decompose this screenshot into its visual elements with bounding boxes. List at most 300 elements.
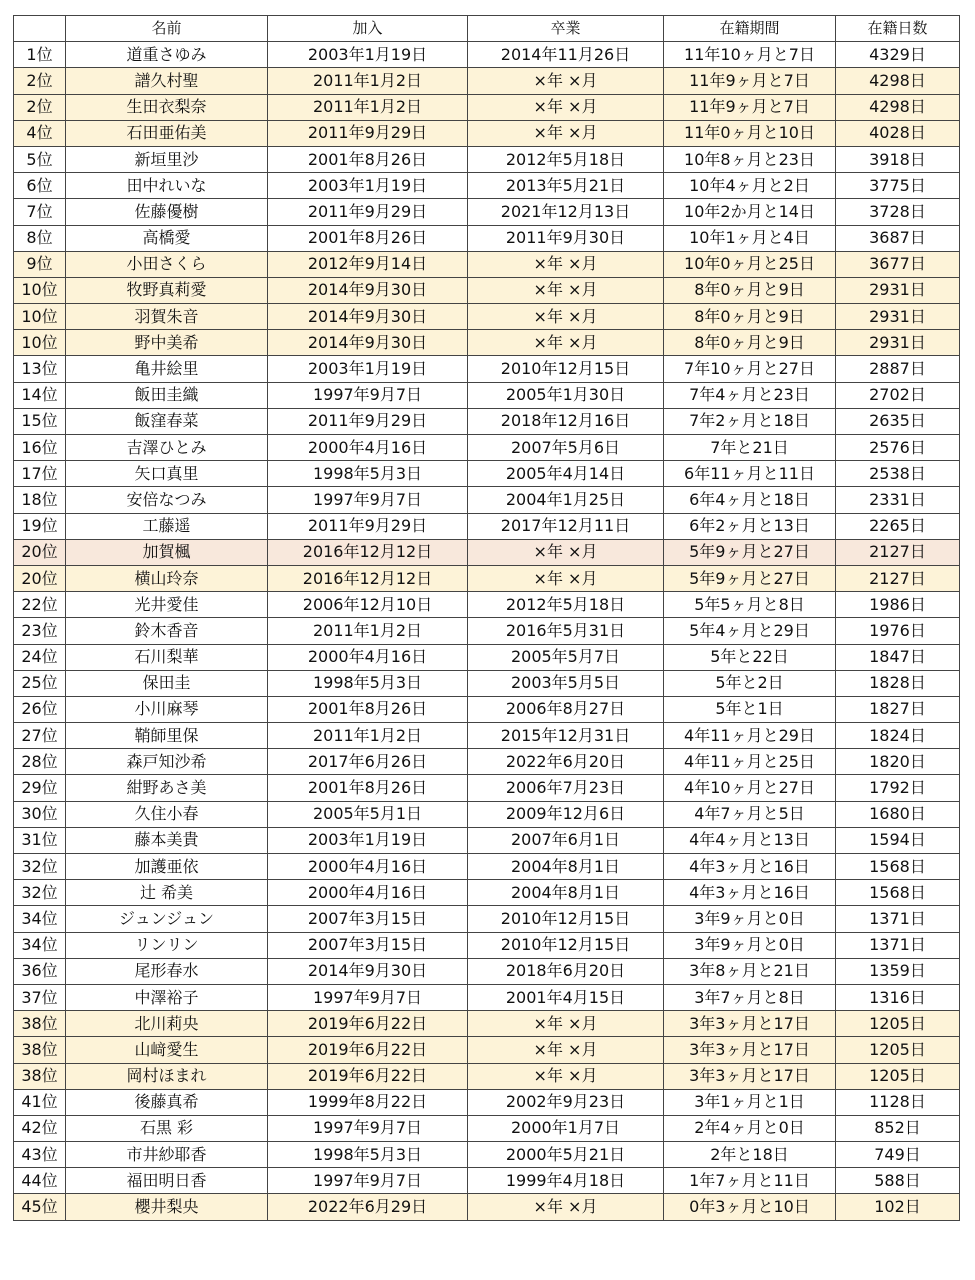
graduated-cell: 2010年12月15日 [468,906,664,932]
period-cell: 7年2ヶ月と18日 [664,408,836,434]
period-cell: 8年0ヶ月と9日 [664,330,836,356]
rank-cell: 32位 [14,880,66,906]
days-cell: 749日 [836,1142,960,1168]
joined-cell: 2001年8月26日 [268,225,468,251]
joined-cell: 2011年1月2日 [268,68,468,94]
joined-cell: 2003年1月19日 [268,173,468,199]
table-row [14,1063,960,1089]
table-row [14,435,960,461]
name-cell: 櫻井梨央 [66,1194,268,1220]
joined-cell: 1997年9月7日 [268,487,468,513]
graduated-cell: 2004年8月1日 [468,854,664,880]
joined-cell: 2003年1月19日 [268,827,468,853]
table-row [14,854,960,880]
graduated-cell: 2003年5月5日 [468,670,664,696]
table-row [14,1037,960,1063]
joined-cell: 2005年5月1日 [268,801,468,827]
joined-cell: 2001年8月26日 [268,775,468,801]
table-row [14,487,960,513]
name-cell: 山﨑愛生 [66,1037,268,1063]
joined-cell: 2016年12月12日 [268,565,468,591]
header-joined: 加入 [268,16,468,42]
graduated-cell: 2004年1月25日 [468,487,664,513]
period-cell: 3年1ヶ月と1日 [664,1089,836,1115]
graduated-cell: 2018年12月16日 [468,408,664,434]
joined-cell: 2022年6月29日 [268,1194,468,1220]
days-cell: 3775日 [836,173,960,199]
graduated-cell: 2005年1月30日 [468,382,664,408]
joined-cell: 2014年9月30日 [268,304,468,330]
joined-cell: 2006年12月10日 [268,592,468,618]
name-cell: 田中れいな [66,173,268,199]
table-row [14,775,960,801]
table-row [14,932,960,958]
period-cell: 5年と1日 [664,696,836,722]
joined-cell: 2011年9月29日 [268,199,468,225]
days-cell: 4298日 [836,68,960,94]
rank-cell: 10位 [14,330,66,356]
name-cell: 飯田圭織 [66,382,268,408]
name-cell: 高橋愛 [66,225,268,251]
graduated-cell: ×年 ×月 [468,1037,664,1063]
rank-cell: 10位 [14,304,66,330]
days-cell: 1128日 [836,1089,960,1115]
header-name: 名前 [66,16,268,42]
period-cell: 5年と2日 [664,670,836,696]
joined-cell: 2000年4月16日 [268,435,468,461]
joined-cell: 2012年9月14日 [268,251,468,277]
graduated-cell: ×年 ×月 [468,1063,664,1089]
rank-cell: 37位 [14,984,66,1010]
period-cell: 4年3ヶ月と16日 [664,880,836,906]
name-cell: 岡村ほまれ [66,1063,268,1089]
table-row [14,120,960,146]
joined-cell: 1997年9月7日 [268,984,468,1010]
period-cell: 5年9ヶ月と27日 [664,539,836,565]
rank-cell: 20位 [14,565,66,591]
table-row [14,1168,960,1194]
days-cell: 852日 [836,1115,960,1141]
table-row [14,696,960,722]
period-cell: 10年1ヶ月と4日 [664,225,836,251]
name-cell: 小川麻琴 [66,696,268,722]
name-cell: 鈴木香音 [66,618,268,644]
period-cell: 3年3ヶ月と17日 [664,1063,836,1089]
graduated-cell: ×年 ×月 [468,565,664,591]
period-cell: 4年11ヶ月と29日 [664,723,836,749]
header-row [14,16,960,42]
joined-cell: 2003年1月19日 [268,356,468,382]
days-cell: 1986日 [836,592,960,618]
name-cell: 生田衣梨奈 [66,94,268,120]
table-row [14,382,960,408]
period-cell: 8年0ヶ月と9日 [664,277,836,303]
name-cell: 光井愛佳 [66,592,268,618]
period-cell: 3年3ヶ月と17日 [664,1011,836,1037]
graduated-cell: ×年 ×月 [468,94,664,120]
joined-cell: 1997年9月7日 [268,1115,468,1141]
days-cell: 1371日 [836,906,960,932]
rank-cell: 15位 [14,408,66,434]
rank-cell: 13位 [14,356,66,382]
name-cell: 小田さくら [66,251,268,277]
joined-cell: 2001年8月26日 [268,146,468,172]
name-cell: 横山玲奈 [66,565,268,591]
period-cell: 10年8ヶ月と23日 [664,146,836,172]
days-cell: 2127日 [836,565,960,591]
days-cell: 1594日 [836,827,960,853]
joined-cell: 2019年6月22日 [268,1063,468,1089]
table-row [14,644,960,670]
period-cell: 5年4ヶ月と29日 [664,618,836,644]
table-row [14,670,960,696]
table-header [14,16,960,42]
table-row [14,146,960,172]
days-cell: 1205日 [836,1037,960,1063]
days-cell: 1680日 [836,801,960,827]
rank-cell: 18位 [14,487,66,513]
joined-cell: 1999年8月22日 [268,1089,468,1115]
days-cell: 1792日 [836,775,960,801]
name-cell: 牧野真莉愛 [66,277,268,303]
rank-cell: 8位 [14,225,66,251]
table-row [14,539,960,565]
days-cell: 1976日 [836,618,960,644]
rank-cell: 26位 [14,696,66,722]
joined-cell: 2011年9月29日 [268,513,468,539]
period-cell: 5年9ヶ月と27日 [664,565,836,591]
table-row [14,958,960,984]
days-cell: 2576日 [836,435,960,461]
graduated-cell: ×年 ×月 [468,330,664,356]
tenure-ranking-table [13,15,960,1221]
days-cell: 3677日 [836,251,960,277]
graduated-cell: 1999年4月18日 [468,1168,664,1194]
rank-cell: 29位 [14,775,66,801]
period-cell: 10年4ヶ月と2日 [664,173,836,199]
table-row [14,94,960,120]
rank-cell: 27位 [14,723,66,749]
graduated-cell: 2004年8月1日 [468,880,664,906]
period-cell: 4年3ヶ月と16日 [664,854,836,880]
graduated-cell: 2016年5月31日 [468,618,664,644]
rank-cell: 34位 [14,906,66,932]
period-cell: 5年と22日 [664,644,836,670]
name-cell: 紺野あさ美 [66,775,268,801]
rank-cell: 25位 [14,670,66,696]
rank-cell: 41位 [14,1089,66,1115]
graduated-cell: 2021年12月13日 [468,199,664,225]
period-cell: 11年10ヶ月と7日 [664,42,836,68]
name-cell: 野中美希 [66,330,268,356]
table-row [14,356,960,382]
days-cell: 1568日 [836,880,960,906]
name-cell: 加賀楓 [66,539,268,565]
period-cell: 3年3ヶ月と17日 [664,1037,836,1063]
days-cell: 2265日 [836,513,960,539]
table-row [14,330,960,356]
name-cell: 佐藤優樹 [66,199,268,225]
period-cell: 8年0ヶ月と9日 [664,304,836,330]
name-cell: 飯窪春菜 [66,408,268,434]
period-cell: 4年4ヶ月と13日 [664,827,836,853]
rank-cell: 31位 [14,827,66,853]
name-cell: 加護亜依 [66,854,268,880]
joined-cell: 2007年3月15日 [268,906,468,932]
rank-cell: 23位 [14,618,66,644]
days-cell: 1828日 [836,670,960,696]
table-row [14,1142,960,1168]
name-cell: 新垣里沙 [66,146,268,172]
rank-cell: 2位 [14,94,66,120]
days-cell: 2887日 [836,356,960,382]
joined-cell: 2017年6月26日 [268,749,468,775]
graduated-cell: 2010年12月15日 [468,356,664,382]
rank-cell: 4位 [14,120,66,146]
days-cell: 2331日 [836,487,960,513]
name-cell: 安倍なつみ [66,487,268,513]
graduated-cell: 2001年4月15日 [468,984,664,1010]
table-row [14,277,960,303]
joined-cell: 2000年4月16日 [268,854,468,880]
name-cell: 藤本美貴 [66,827,268,853]
days-cell: 2931日 [836,277,960,303]
rank-cell: 42位 [14,1115,66,1141]
name-cell: 矢口真里 [66,461,268,487]
joined-cell: 1997年9月7日 [268,382,468,408]
table-row [14,618,960,644]
rank-cell: 7位 [14,199,66,225]
joined-cell: 2019年6月22日 [268,1011,468,1037]
days-cell: 1820日 [836,749,960,775]
rank-cell: 6位 [14,173,66,199]
table-row [14,304,960,330]
rank-cell: 5位 [14,146,66,172]
header-rank [14,16,66,42]
table-row [14,906,960,932]
rank-cell: 14位 [14,382,66,408]
table-row [14,42,960,68]
rank-cell: 38位 [14,1063,66,1089]
table-row [14,173,960,199]
days-cell: 1371日 [836,932,960,958]
period-cell: 11年9ヶ月と7日 [664,68,836,94]
name-cell: 石川梨華 [66,644,268,670]
days-cell: 1205日 [836,1011,960,1037]
graduated-cell: 2017年12月11日 [468,513,664,539]
joined-cell: 2003年1月19日 [268,42,468,68]
rank-cell: 38位 [14,1037,66,1063]
joined-cell: 2011年1月2日 [268,723,468,749]
table-row [14,251,960,277]
days-cell: 4329日 [836,42,960,68]
days-cell: 102日 [836,1194,960,1220]
table-row [14,723,960,749]
days-cell: 3687日 [836,225,960,251]
joined-cell: 2019年6月22日 [268,1037,468,1063]
joined-cell: 2011年1月2日 [268,618,468,644]
table-row [14,801,960,827]
graduated-cell: 2010年12月15日 [468,932,664,958]
table-row [14,199,960,225]
table-row [14,984,960,1010]
graduated-cell: ×年 ×月 [468,539,664,565]
period-cell: 3年9ヶ月と0日 [664,906,836,932]
graduated-cell: 2006年7月23日 [468,775,664,801]
graduated-cell: 2007年5月6日 [468,435,664,461]
rank-cell: 22位 [14,592,66,618]
rank-cell: 24位 [14,644,66,670]
graduated-cell: 2012年5月18日 [468,146,664,172]
period-cell: 10年0ヶ月と25日 [664,251,836,277]
name-cell: 吉澤ひとみ [66,435,268,461]
name-cell: 久住小春 [66,801,268,827]
joined-cell: 2000年4月16日 [268,880,468,906]
table-row [14,1115,960,1141]
days-cell: 2931日 [836,304,960,330]
name-cell: 中澤裕子 [66,984,268,1010]
days-cell: 1205日 [836,1063,960,1089]
graduated-cell: 2000年5月21日 [468,1142,664,1168]
name-cell: 鞘師里保 [66,723,268,749]
rank-cell: 38位 [14,1011,66,1037]
name-cell: リンリン [66,932,268,958]
rank-cell: 10位 [14,277,66,303]
rank-cell: 1位 [14,42,66,68]
days-cell: 2702日 [836,382,960,408]
period-cell: 6年4ヶ月と18日 [664,487,836,513]
graduated-cell: 2006年8月27日 [468,696,664,722]
rank-cell: 9位 [14,251,66,277]
period-cell: 10年2か月と14日 [664,199,836,225]
table-row [14,408,960,434]
graduated-cell: ×年 ×月 [468,251,664,277]
rank-cell: 16位 [14,435,66,461]
name-cell: 道重さゆみ [66,42,268,68]
graduated-cell: 2007年6月1日 [468,827,664,853]
joined-cell: 1997年9月7日 [268,1168,468,1194]
rank-cell: 45位 [14,1194,66,1220]
table-row [14,1194,960,1220]
name-cell: 後藤真希 [66,1089,268,1115]
name-cell: 市井紗耶香 [66,1142,268,1168]
table-row [14,513,960,539]
joined-cell: 2000年4月16日 [268,644,468,670]
name-cell: 工藤遥 [66,513,268,539]
graduated-cell: ×年 ×月 [468,1011,664,1037]
header-period: 在籍期間 [664,16,836,42]
rank-cell: 36位 [14,958,66,984]
joined-cell: 2011年1月2日 [268,94,468,120]
days-cell: 588日 [836,1168,960,1194]
period-cell: 6年2ヶ月と13日 [664,513,836,539]
rank-cell: 20位 [14,539,66,565]
name-cell: ジュンジュン [66,906,268,932]
period-cell: 7年10ヶ月と27日 [664,356,836,382]
joined-cell: 1998年5月3日 [268,670,468,696]
period-cell: 5年5ヶ月と8日 [664,592,836,618]
joined-cell: 2011年9月29日 [268,120,468,146]
graduated-cell: 2000年1月7日 [468,1115,664,1141]
joined-cell: 2001年8月26日 [268,696,468,722]
days-cell: 1568日 [836,854,960,880]
joined-cell: 2014年9月30日 [268,958,468,984]
days-cell: 2538日 [836,461,960,487]
graduated-cell: 2015年12月31日 [468,723,664,749]
rank-cell: 28位 [14,749,66,775]
name-cell: 羽賀朱音 [66,304,268,330]
period-cell: 4年7ヶ月と5日 [664,801,836,827]
header-days: 在籍日数 [836,16,960,42]
joined-cell: 2016年12月12日 [268,539,468,565]
name-cell: 石田亜佑美 [66,120,268,146]
graduated-cell: ×年 ×月 [468,1194,664,1220]
period-cell: 11年0ヶ月と10日 [664,120,836,146]
joined-cell: 2011年9月29日 [268,408,468,434]
graduated-cell: ×年 ×月 [468,68,664,94]
joined-cell: 1998年5月3日 [268,1142,468,1168]
graduated-cell: ×年 ×月 [468,304,664,330]
period-cell: 3年9ヶ月と0日 [664,932,836,958]
period-cell: 3年7ヶ月と8日 [664,984,836,1010]
days-cell: 4028日 [836,120,960,146]
table-row [14,461,960,487]
period-cell: 2年4ヶ月と0日 [664,1115,836,1141]
rank-cell: 44位 [14,1168,66,1194]
days-cell: 2635日 [836,408,960,434]
table-body [14,42,960,1220]
table-row [14,880,960,906]
days-cell: 1316日 [836,984,960,1010]
header-graduated: 卒業 [468,16,664,42]
period-cell: 0年3ヶ月と10日 [664,1194,836,1220]
days-cell: 2931日 [836,330,960,356]
rank-cell: 43位 [14,1142,66,1168]
graduated-cell: 2011年9月30日 [468,225,664,251]
name-cell: 森戸知沙希 [66,749,268,775]
graduated-cell: 2013年5月21日 [468,173,664,199]
name-cell: 譜久村聖 [66,68,268,94]
days-cell: 1827日 [836,696,960,722]
period-cell: 7年と21日 [664,435,836,461]
graduated-cell: ×年 ×月 [468,277,664,303]
graduated-cell: 2009年12月6日 [468,801,664,827]
rank-cell: 17位 [14,461,66,487]
period-cell: 4年11ヶ月と25日 [664,749,836,775]
name-cell: 保田圭 [66,670,268,696]
rank-cell: 32位 [14,854,66,880]
name-cell: 北川莉央 [66,1011,268,1037]
days-cell: 1847日 [836,644,960,670]
table-row [14,749,960,775]
days-cell: 2127日 [836,539,960,565]
period-cell: 4年10ヶ月と27日 [664,775,836,801]
days-cell: 1824日 [836,723,960,749]
joined-cell: 2007年3月15日 [268,932,468,958]
table-row [14,68,960,94]
graduated-cell: ×年 ×月 [468,120,664,146]
name-cell: 亀井絵里 [66,356,268,382]
graduated-cell: 2005年4月14日 [468,461,664,487]
name-cell: 石黒 彩 [66,1115,268,1141]
graduated-cell: 2012年5月18日 [468,592,664,618]
graduated-cell: 2005年5月7日 [468,644,664,670]
table-row [14,592,960,618]
graduated-cell: 2002年9月23日 [468,1089,664,1115]
name-cell: 福田明日香 [66,1168,268,1194]
period-cell: 3年8ヶ月と21日 [664,958,836,984]
days-cell: 3918日 [836,146,960,172]
